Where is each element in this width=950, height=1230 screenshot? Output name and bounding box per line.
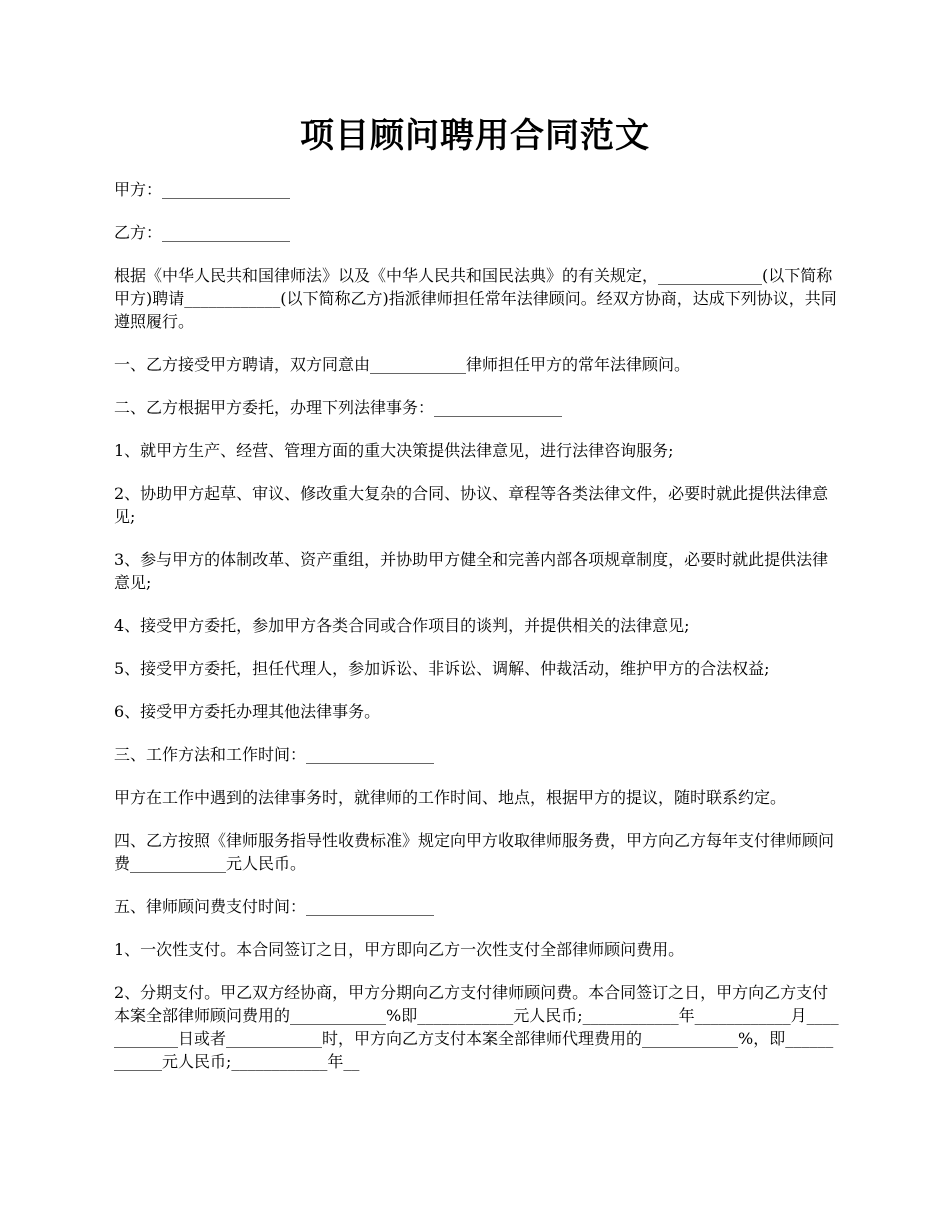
clause-2: 二、乙方根据甲方委托，办理下列法律事务：________________ [114, 398, 563, 417]
clause-5-item-1: 1、一次性支付。本合同签订之日，甲方即向乙方一次性支付全部律师顾问费用。 [114, 940, 685, 959]
clause-2-item-2: 2、协助甲方起草、审议、修改重大复杂的合同、协议、章程等各类法律文件，必要时就此提供法律意见; [114, 484, 829, 526]
clause-2-item-3: 3、参与甲方的体制改革、资产重组，并协助甲方健全和完善内部各项规章制度，必要时就此提供法律意见; [114, 550, 829, 592]
document-title: 项目顾问聘用合同范文 [300, 116, 650, 156]
clause-5-item-2: 2、分期支付。甲乙双方经协商，甲方分期向乙方支付律师顾问费。本合同签订之日，甲方向乙方支付本案全部律师顾问费用的____________%即____________元人民币;____________年____________月____________日或者____________时，甲方向乙方支付本案全部律师代理费用的____________%，即____________元人民币;____________年__ [114, 983, 839, 1071]
clause-1: 一、乙方接受甲方聘请，双方同意由____________律师担任甲方的常年法律顾问。 [114, 355, 691, 374]
clause-5: 五、律师顾问费支付时间：________________ [114, 897, 435, 916]
clause-2-item-1: 1、就甲方生产、经营、管理方面的重大决策提供法律意见，进行法律咨询服务; [114, 441, 674, 460]
party-b-line: 乙方：________________ [114, 223, 291, 242]
preamble-paragraph: 根据《中华人民共和国律师法》以及《中华人民共和国民法典》的有关规定，_____________(以下简称甲方)聘请____________(以下简称乙方)指派律师担任常年法律顾问。经双方协商，达成下列协议，共同遵照履行。 [114, 266, 837, 331]
clause-3: 三、工作方法和工作时间：________________ [114, 745, 435, 764]
clause-4: 四、乙方按照《律师服务指导性收费标准》规定向甲方收取律师服务费，甲方向乙方每年支付律师顾问费____________元人民币。 [114, 831, 835, 873]
clause-2-item-6: 6、接受甲方委托办理其他法律事务。 [114, 702, 381, 721]
document-body [114, 178, 839, 1093]
clause-2-item-4: 4、接受甲方委托，参加甲方各类合同或合作项目的谈判，并提供相关的法律意见; [114, 616, 690, 635]
clause-3-text: 甲方在工作中遇到的法律事务时，就律师的工作时间、地点，根据甲方的提议，随时联系约定。 [114, 788, 787, 807]
party-a-line: 甲方：________________ [114, 180, 291, 199]
clause-2-item-5: 5、接受甲方委托，担任代理人，参加诉讼、非诉讼、调解、仲裁活动，维护甲方的合法权益; [114, 659, 770, 678]
